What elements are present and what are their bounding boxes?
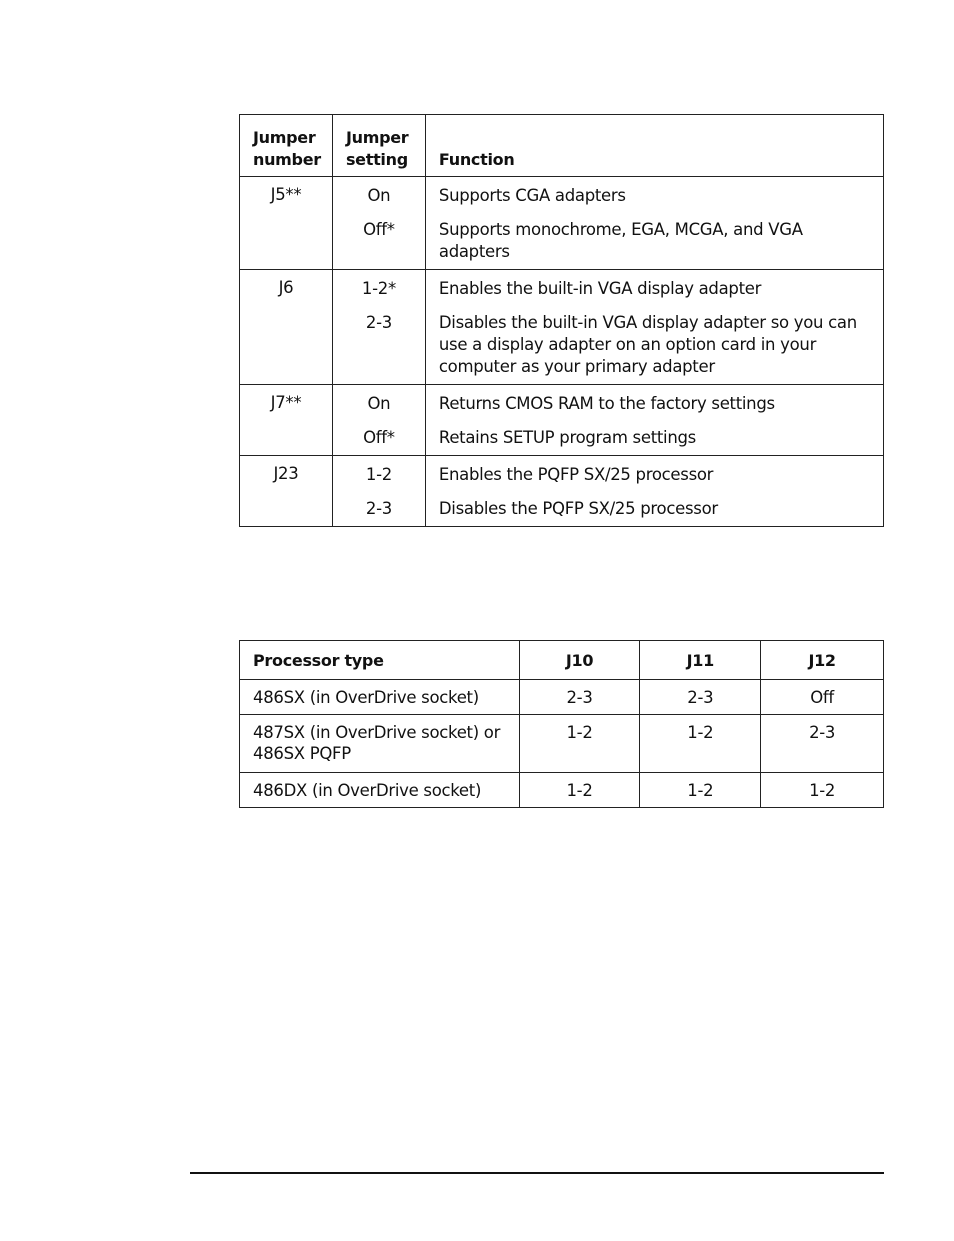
table-row — [240, 773, 884, 808]
jumper-settings-cell — [332, 385, 425, 456]
processor-table-header-row — [240, 641, 884, 680]
jumper-group-row-j6 — [240, 270, 884, 385]
jumper-function: Supports CGA adapters — [438, 186, 626, 205]
j10-value: 1-2 — [519, 773, 640, 808]
j12-value: 2-3 — [761, 715, 884, 773]
jumper-group-row-j7 — [240, 385, 884, 456]
footer-rule — [190, 1172, 884, 1174]
j10-value: 2-3 — [519, 680, 640, 715]
jumper-table-header-row — [240, 115, 884, 177]
processor-type: 486SX (in OverDrive socket) — [240, 680, 520, 715]
jumper-setting: On — [367, 394, 391, 413]
j12-value: 1-2 — [761, 773, 884, 808]
jumper-settings-cell — [332, 270, 425, 385]
jumper-setting: Off* — [363, 428, 395, 447]
jumper-setting: 1-2 — [365, 465, 392, 484]
jumper-function: Enables the PQFP SX/25 processor — [438, 465, 714, 484]
jumper-settings-cell — [332, 456, 425, 527]
jumper-functions-cell — [425, 456, 883, 527]
table-row — [240, 680, 884, 715]
j11-value: 2-3 — [640, 680, 761, 715]
jumper-function: Retains SETUP program settings — [438, 428, 696, 447]
jumper-function: Returns CMOS RAM to the factory settings — [438, 394, 775, 413]
jumper-number: J6 — [240, 270, 333, 385]
jumper-number: J23 — [240, 456, 333, 527]
jumper-number-header — [240, 115, 333, 177]
processor-type: 486DX (in OverDrive socket) — [240, 773, 520, 808]
processor-jumper-table — [239, 640, 884, 808]
jumper-setting: 1-2* — [361, 279, 396, 298]
jumper-number: J7** — [240, 385, 333, 456]
jumper-setting: Off* — [363, 220, 395, 239]
jumper-settings-table — [239, 114, 884, 527]
jumper-functions-cell — [425, 270, 883, 385]
jumper-function: Disables the built-in VGA display adapter so you can use a display adapter on an option card in your computer as your primary adapter — [438, 313, 857, 376]
j12-value: Off — [761, 680, 884, 715]
jumper-group-row-j23 — [240, 456, 884, 527]
jumper-functions-cell — [425, 385, 883, 456]
jumper-setting-header — [332, 115, 425, 177]
jumper-function: Enables the built-in VGA display adapter — [438, 279, 762, 298]
jumper-setting: On — [367, 186, 391, 205]
jumper-number: J5** — [240, 177, 333, 270]
jumper-number-header-line2: number — [253, 150, 321, 169]
j12-header: J12 — [761, 641, 884, 680]
jumper-group-row-j5 — [240, 177, 884, 270]
function-header: Function — [425, 115, 883, 177]
jumper-setting-header-line1: Jumper — [345, 128, 409, 147]
jumper-function: Supports monochrome, EGA, MCGA, and VGA adapters — [438, 220, 803, 261]
processor-type: 487SX (in OverDrive socket) or 486SX PQFP — [240, 715, 520, 773]
jumper-settings-cell — [332, 177, 425, 270]
table-row — [240, 715, 884, 773]
j11-header: J11 — [640, 641, 761, 680]
jumper-setting: 2-3 — [365, 499, 392, 518]
jumper-setting: 2-3 — [365, 313, 392, 332]
j11-value: 1-2 — [640, 715, 761, 773]
processor-type-header: Processor type — [240, 641, 520, 680]
j10-value: 1-2 — [519, 715, 640, 773]
jumper-number-header-line1: Jumper — [253, 128, 316, 147]
jumper-function: Disables the PQFP SX/25 processor — [438, 499, 718, 518]
j11-value: 1-2 — [640, 773, 761, 808]
jumper-functions-cell — [425, 177, 883, 270]
jumper-setting-header-line2: setting — [345, 150, 408, 169]
j10-header: J10 — [519, 641, 640, 680]
